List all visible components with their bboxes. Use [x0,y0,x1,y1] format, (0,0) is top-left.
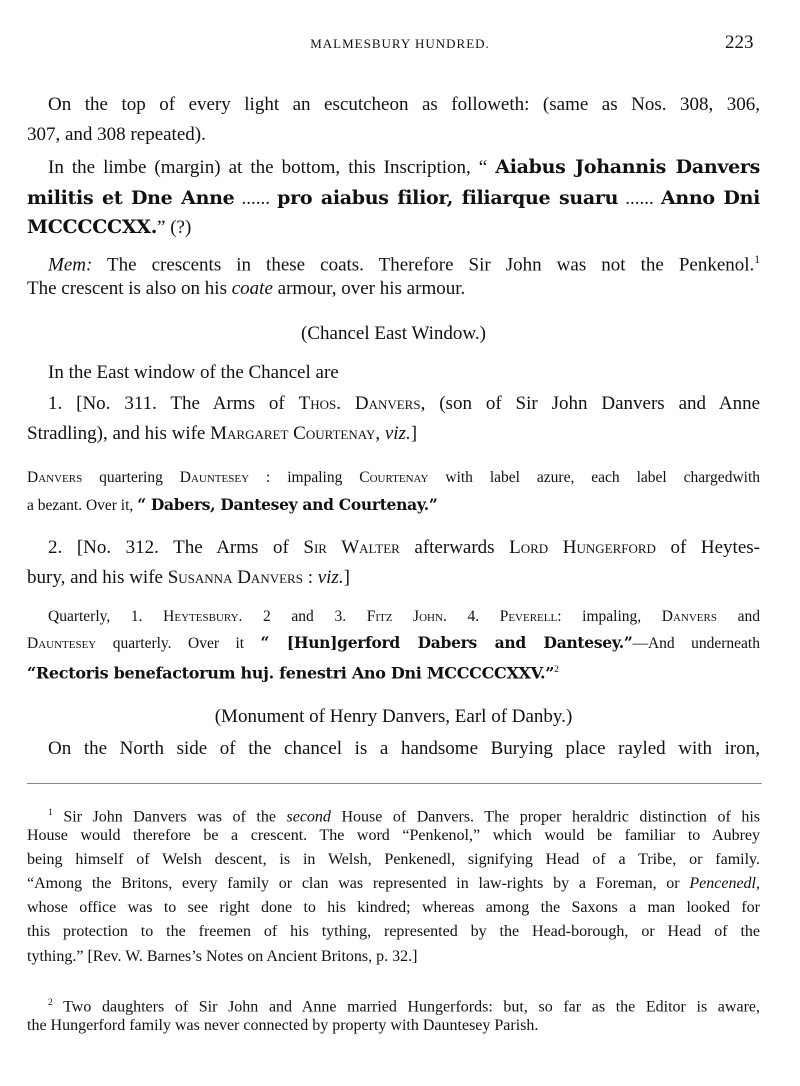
text-run: , [375,423,385,445]
text-run: ] [343,567,350,589]
italic-run: second [286,808,331,826]
text-run: ” (?) [157,217,192,239]
footnote-ref: 1 [48,807,53,819]
body-line [27,706,760,729]
text-run: . 2 and 3. [238,608,367,626]
text-run: House would therefore be a crescent. The word “Penkenol,” which would be familiar to Aubrey [27,827,760,845]
blackletter-run: militis et Dne Anne [27,187,235,210]
body-line [48,738,760,761]
body-line [27,423,760,446]
footnote-ref: 1 [754,254,760,267]
body-line [48,362,760,385]
running-head: MALMESBURY HUNDRED. [310,36,490,51]
footnote-line [27,898,760,917]
small-caps-run: Fitz John [366,608,443,626]
small-caps-run: Peverell [499,608,558,626]
blackletter-run: “Rectoris benefactorum huj. fenestri Ano Dni MCCCCCXXV.” [27,663,555,683]
blackletter-run: Anno Dni [660,187,761,210]
text-run: The crescents in these coats. Therefore Sir John was not the Penkenol. [92,254,755,276]
text-run: In the East window of the Chancel are [48,362,339,384]
small-caps-run: Susanna Danvers [167,567,303,589]
blackletter-run: Aiabus Johannis Danvers [495,156,760,179]
text-run: the Hungerford family was never connected by property with Dauntesey Parish. [27,1017,539,1035]
body-line [48,608,760,627]
text-run: . 4. [442,608,500,626]
text-run: : impaling, [557,608,662,626]
text-run: tything.” [Rev. W. Barnes’s Notes on Ancient Britons, p. 32.] [27,948,418,966]
body-line [27,323,760,346]
page-number: 223 [725,32,754,53]
blackletter-run: “ Dabers, Dantesey and Courtenay.” [137,495,438,515]
text-run: with label azure, each label chargedwith [428,469,760,487]
body-line [48,537,760,560]
footnote-ref: 2 [554,664,559,676]
text-run: bury, and his wife [27,567,168,589]
text-run: (Monument of Henry Danvers, Earl of Danby.) [214,706,573,728]
footnote-line [27,850,760,869]
text-run: The crescent is also on his [27,278,232,300]
blackletter-run: MCCCCCXX. [27,216,158,239]
text-run: and [716,608,760,626]
small-caps-run: Margaret Courtenay [210,423,376,445]
italic-run: viz. [384,423,411,445]
italic-run: coate [231,278,273,300]
small-caps-run: Courtenay [359,469,429,487]
body-line [27,216,760,240]
footnote-line [48,803,760,827]
small-caps-run: Dauntesey [179,469,250,487]
footnote-line [27,1016,760,1035]
footnote-line [27,826,760,845]
footnote-line [48,993,760,1017]
body-line [27,187,760,211]
text-run: “Among the Britons, every family or clan was represented in law-rights by a Foreman, or [27,875,690,893]
footnote-line [27,874,760,893]
footnote-ref: 2 [48,997,53,1009]
text-run: armour, over his armour. [272,278,466,300]
text-run: Stradling), and his wife [27,423,211,445]
small-caps-run: Danvers [27,469,83,487]
text-run: , (son of Sir John Danvers and Anne [420,393,761,415]
footnote-line [27,947,760,966]
text-run: House of Danvers. The proper heraldric distinction of his [330,808,761,826]
text-run: On the top of every light an escutcheon as followeth: (same as Nos. 308, 306, [48,94,760,116]
text-run: quarterly. Over it [96,635,261,653]
text-run: Quarterly, 1. [48,608,164,626]
text-run: 1. [No. 311. The Arms of [48,393,299,415]
text-run: a bezant. Over it, [27,497,138,515]
small-caps-run: Dauntesey [27,635,97,653]
text-run: being himself of Welsh descent, is in Welsh, Penkenedl, signifying Head of a Tribe, or family. [27,851,760,869]
italic-run: viz. [317,567,344,589]
body-line [27,124,760,147]
text-run: whose office was to see right done to his kindred; whereas among the Saxons a man looked for [27,899,760,917]
text-run: : [302,567,318,589]
text-run: afterwards [399,537,510,559]
text-run: On the North side of the chancel is a handsome Burying place rayled with iron, [48,738,760,760]
text-run: of Heytes- [655,537,760,559]
small-caps-run: Lord Hungerford [509,537,656,559]
text-run: Two daughters of Sir John and Anne married Hungerfords: but, so far as the Editor is aware, [52,998,760,1016]
text-run: : impaling [249,469,360,487]
small-caps-run: Thos. Danvers [298,393,421,415]
blackletter-run: pro aiabus filior, filiarque suaru [277,187,619,210]
text-run: Sir John Danvers was of the [52,808,287,826]
body-line [27,496,760,516]
body-line [27,469,760,488]
body-line [27,634,760,654]
text-run: 307, and 308 repeated). [27,124,206,146]
text-run: (Chancel East Window.) [301,323,486,345]
body-line [48,393,760,416]
text-run: ...... [234,188,278,210]
blackletter-run: “ [Hun]gerford Dabers and Dantesey.” [260,633,633,653]
body-line [48,94,760,117]
body-line [48,249,760,277]
small-caps-run: Heytesbury [163,608,239,626]
text-run: ] [410,423,418,445]
body-line [27,660,760,684]
body-line [27,567,760,590]
text-run: In the limbe (margin) at the bottom, this Inscription, “ [48,157,496,179]
small-caps-run: Danvers [661,608,717,626]
small-caps-run: Sir Walter [303,537,400,559]
footnote-line [27,922,760,941]
text-run: ...... [618,188,661,210]
body-line [27,278,760,301]
italic-run: Mem: [48,254,93,276]
text-run: 2. [No. 312. The Arms of [48,537,304,559]
text-run: this protection to the freemen of his tything, represented by the Head-borough, or Head of the [27,923,760,941]
text-run: quartering [82,469,180,487]
italic-run: Pencenedl, [689,875,760,893]
body-line [48,156,760,180]
footnote-rule [27,783,762,784]
text-run: —And underneath [632,635,760,653]
